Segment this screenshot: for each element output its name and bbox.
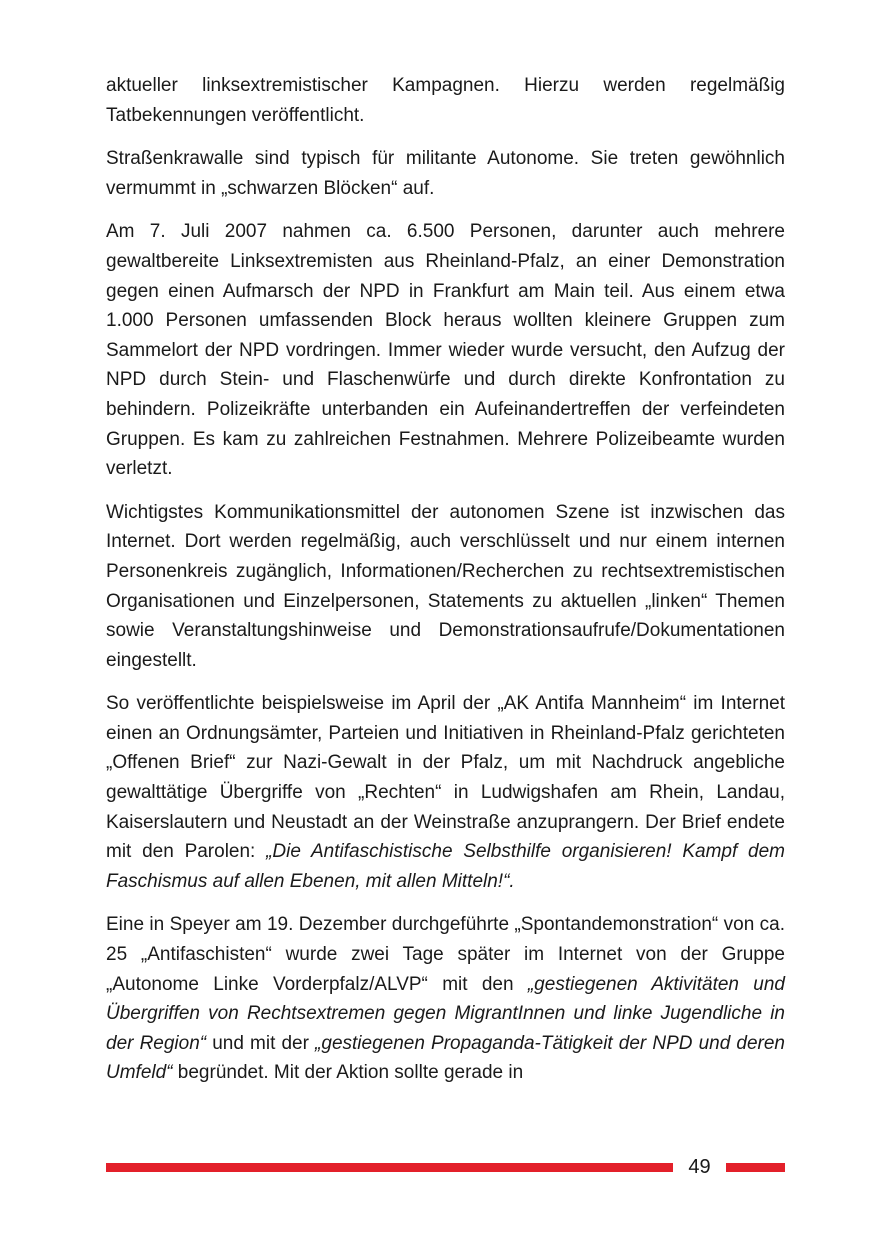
body-paragraph	[106, 498, 785, 676]
paragraph-text: Am 7. Juli 2007 nahmen ca. 6.500 Personen, darunter auch mehrere gewaltbereite Linksextremisten aus Rheinland-Pfalz, an einer Demonstration gegen einen Aufmarsch der NPD in Frankfurt am Main teil. Aus einem etwa 1.000 Personen umfassenden Block heraus wollten kleinere Gruppen zum Sammelort der NPD vordringen. Immer wieder wurde versucht, den Aufzug der NPD durch Stein- und Flaschenwürfe und durch direkte Konfrontation zu behindern. Polizeikräfte unterbanden ein Aufeinandertreffen der verfeindeten Gruppen. Es kam zu zahlreichen Festnahmen. Mehrere Polizeibeamte wurden verletzt.	[106, 221, 785, 480]
body-paragraph	[106, 689, 785, 896]
body-paragraph	[106, 217, 785, 483]
body-paragraph	[106, 144, 785, 203]
paragraph-text: Straßenkrawalle sind typisch für militante Autonome. Sie treten gewöhnlich vermummt in „schwarzen Blöcken“ auf.	[106, 148, 785, 199]
footer-rule-right	[726, 1163, 785, 1172]
paragraph-text: Eine in Speyer am 19. Dezember durchgeführte „Spontandemonstration“ von ca. 25 „Antifaschisten“ wurde zwei Tage später im Internet von der Gruppe „Autonome Linke Vorderpfalz/ALVP“ mit den	[106, 914, 785, 995]
paragraph-text: So veröffentlichte beispielsweise im April der „AK Antifa Mannheim“ im Internet einen an Ordnungsämter, Parteien und Initiativen in Rheinland-Pfalz gerichteten „Offenen Brief“ zur Nazi-Gewalt in der Pfalz, um mit Nachdruck angebliche gewalttätige Übergriffe von „Rechten“ in Ludwigshafen am Rhein, Landau, Kaiserslautern und Neustadt an der Weinstraße anzuprangern. Der Brief endete mit den Parolen:	[106, 693, 785, 863]
footer-rule-left	[106, 1163, 673, 1172]
body-paragraph	[106, 71, 785, 130]
paragraph-text: Wichtigstes Kommunikationsmittel der autonomen Szene ist inzwischen das Internet. Dort werden regelmäßig, auch verschlüsselt und nur einem internen Personenkreis zugänglich, Informationen/Recherchen zu rechtsextremistischen Organisationen und Einzelpersonen, Statements zu aktuellen „linken“ Themen sowie Veranstaltungshinweise und Demonstrationsaufrufe/Dokumentationen eingestellt.	[106, 501, 785, 671]
page-body	[106, 71, 785, 1102]
quoted-slogan: „gestiegenen Aktivitäten und Übergriffen von Rechtsextremen gegen MigrantInnen und linke Jugendliche in der Region“	[106, 973, 785, 1054]
paragraph-text: und mit der	[206, 1032, 316, 1054]
page-footer	[106, 1153, 785, 1181]
paragraph-text: aktueller linksextremistischer Kampagnen. Hierzu werden regelmäßig Tatbekennungen veröffentlicht.	[106, 75, 785, 126]
quoted-slogan: „Die Antifaschistische Selbsthilfe organisieren! Kampf dem Faschismus auf allen Ebenen, mit allen Mitteln!“.	[106, 841, 785, 892]
page-number: 49	[688, 1156, 711, 1178]
body-paragraph	[106, 910, 785, 1088]
quoted-slogan: „gestiegenen Propaganda-Tätigkeit der NPD und deren Umfeld“	[106, 1032, 786, 1084]
paragraph-text: begründet. Mit der Aktion sollte gerade in	[172, 1062, 524, 1084]
